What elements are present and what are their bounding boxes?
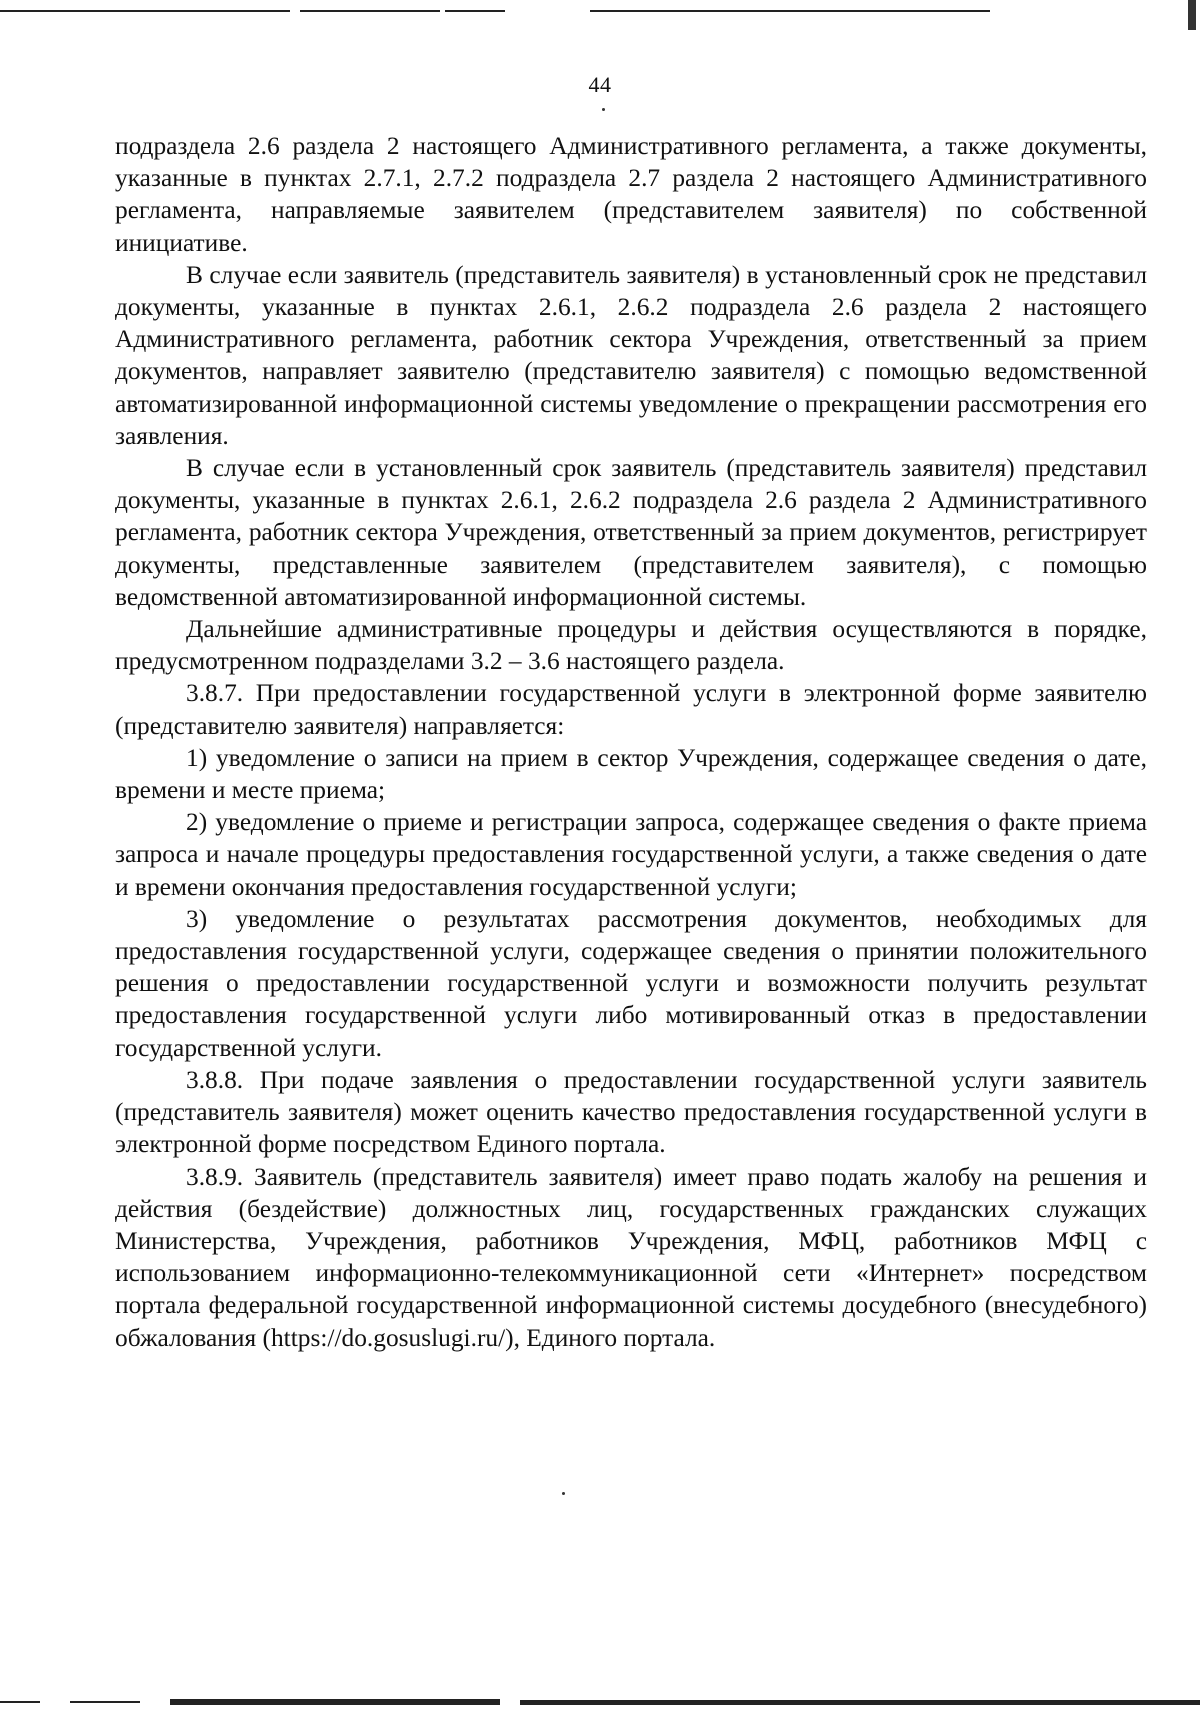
scan-artifact-top-line	[0, 10, 290, 12]
scan-artifact-bottom-line	[520, 1700, 1200, 1705]
paragraph-3-8-7: 3.8.7. При предоставлении государственной услуги в электронной форме заявителю (представителю заявителя) направляется:	[115, 679, 1147, 740]
scan-speck	[562, 1492, 565, 1495]
list-item-3: 3) уведомление о результатах рассмотрения документов, необходимых для предоставления государственной услуги, содержащее сведения о принятии положительного решения о предоставлении государственной услуги и возможности получить результат предоставления государственной услуги либо мотивированный отказ в предоставлении государственной услуги.	[115, 904, 1147, 1062]
scan-artifact-bottom-line	[0, 1701, 40, 1703]
paragraph: В случае если заявитель (представитель заявителя) в установленный срок не представил документы, указанные в пунктах 2.6.1, 2.6.2 подраздела 2.6 раздела 2 настоящего Административного регламента, работник сектора Учреждения, ответственный за прием документов, направляет заявителю (представителю заявителя) с помощью ведомственной автоматизированной информационной системы уведомление о прекращении рассмотрения его заявления.	[115, 260, 1147, 450]
scan-artifact-right-edge	[1188, 0, 1196, 30]
paragraph-3-8-8: 3.8.8. При подаче заявления о предоставлении государственной услуги заявитель (представитель заявителя) может оценить качество предоставления государственной услуги в электронной форме посредством Единого портала.	[115, 1065, 1147, 1159]
paragraph-3-8-9: 3.8.9. Заявитель (представитель заявителя) имеет право подать жалобу на решения и действия (бездействие) должностных лиц, государственных гражданских служащих Министерства, Учреждения, работников Учреждения, МФЦ, работников МФЦ с использованием информационно-телекоммуникационной сети «Интернет» посредством портала федеральной государственной информационной системы досудебного (внесудебного) обжалования (https://do.gosuslugi.ru/), Единого портала.	[115, 1162, 1147, 1352]
scan-artifact-top-line	[590, 10, 990, 12]
scan-artifact-top-line	[445, 10, 505, 12]
paragraph: Дальнейшие административные процедуры и действия осуществляются в порядке, предусмотренном подразделами 3.2 – 3.6 настоящего раздела.	[115, 615, 1147, 676]
scan-artifact-bottom-line	[170, 1699, 500, 1705]
list-item-1: 1) уведомление о записи на прием в сектор Учреждения, содержащее сведения о дате, времени и месте приема;	[115, 743, 1147, 805]
scan-artifact-top-line	[300, 10, 440, 12]
page-number: 44	[588, 72, 612, 97]
scan-artifact-bottom-line	[70, 1701, 140, 1703]
paragraph: В случае если в установленный срок заявитель (представитель заявителя) представил документы, указанные в пунктах 2.6.1, 2.6.2 подраздела 2.6 раздела 2 Административного регламента, работник сектора Учреждения, ответственный за прием документов, регистрирует документы, представленные заявителем (представителем заявителя), с помощью ведомственной автоматизированной информационной системы.	[115, 454, 1147, 611]
document-body	[115, 130, 1147, 1354]
paragraph-continuation: подраздела 2.6 раздела 2 настоящего Административного регламента, а также документы, указанные в пунктах 2.7.1, 2.7.2 подраздела 2.7 раздела 2 настоящего Административного регламента, направляемые заявителем (представителем заявителя) по собственной инициативе.	[115, 132, 1147, 257]
scan-speck	[602, 108, 605, 111]
list-item-2: 2) уведомление о приеме и регистрации запроса, содержащее сведения о факте приема запроса и начале процедуры предоставления государственной услуги, а также сведения о дате и времени окончания предоставления государственной услуги;	[115, 808, 1147, 901]
